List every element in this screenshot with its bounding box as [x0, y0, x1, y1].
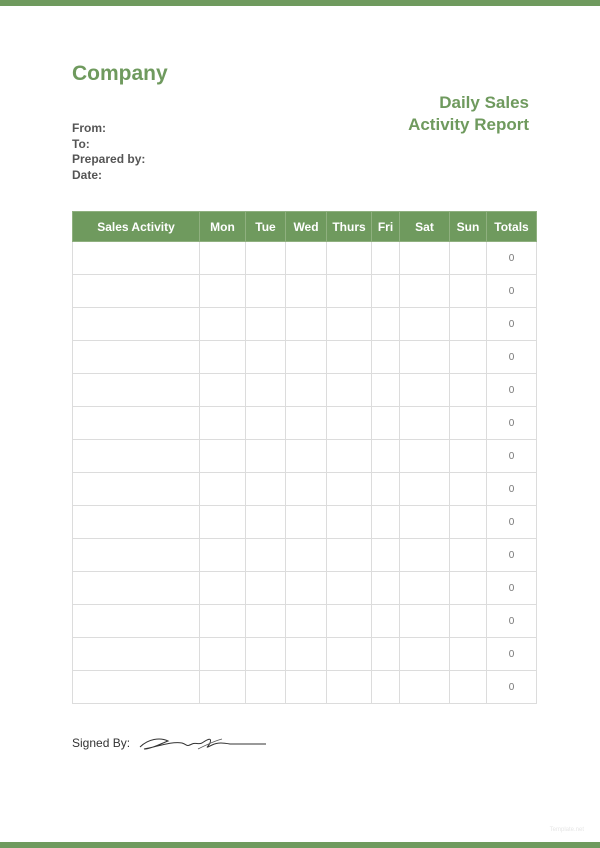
entry-cell[interactable] — [200, 539, 246, 572]
entry-cell[interactable] — [246, 275, 286, 308]
entry-cell[interactable] — [400, 341, 450, 374]
signed-by-label: Signed By: — [72, 736, 131, 750]
company-name: Company — [72, 62, 168, 85]
sales-activity-table — [72, 211, 537, 704]
entry-cell[interactable] — [200, 407, 246, 440]
entry-cell[interactable] — [327, 341, 372, 374]
entry-cell[interactable] — [246, 671, 286, 704]
entry-cell[interactable] — [450, 506, 487, 539]
entry-cell[interactable] — [73, 539, 200, 572]
entry-cell[interactable] — [450, 473, 487, 506]
entry-cell[interactable] — [286, 242, 327, 275]
entry-cell[interactable] — [200, 473, 246, 506]
entry-cell[interactable] — [286, 374, 327, 407]
entry-cell[interactable] — [327, 242, 372, 275]
table-row — [73, 275, 537, 308]
totals-cell: 0 — [487, 605, 537, 638]
col-header-thurs: Thurs — [327, 212, 372, 242]
entry-cell[interactable] — [372, 506, 400, 539]
report-title-line1: Daily Sales — [439, 93, 529, 112]
entry-cell[interactable] — [200, 638, 246, 671]
entry-cell[interactable] — [372, 308, 400, 341]
entry-cell[interactable] — [450, 671, 487, 704]
table-header-row — [73, 212, 537, 242]
totals-cell: 0 — [487, 671, 537, 704]
entry-cell[interactable] — [400, 572, 450, 605]
totals-cell: 0 — [487, 308, 537, 341]
entry-cell[interactable] — [327, 572, 372, 605]
entry-cell[interactable] — [246, 407, 286, 440]
entry-cell[interactable] — [400, 242, 450, 275]
entry-cell[interactable] — [246, 440, 286, 473]
from-label: From: — [72, 121, 106, 135]
totals-cell: 0 — [487, 539, 537, 572]
entry-cell[interactable] — [372, 341, 400, 374]
entry-cell[interactable] — [286, 638, 327, 671]
table-row — [73, 539, 537, 572]
entry-cell[interactable] — [73, 671, 200, 704]
entry-cell[interactable] — [286, 308, 327, 341]
entry-cell[interactable] — [200, 242, 246, 275]
entry-cell[interactable] — [246, 374, 286, 407]
table-row — [73, 572, 537, 605]
totals-cell: 0 — [487, 374, 537, 407]
table-row — [73, 341, 537, 374]
table-row — [73, 242, 537, 275]
entry-cell[interactable] — [450, 407, 487, 440]
col-header-sat: Sat — [400, 212, 450, 242]
entry-cell[interactable] — [450, 440, 487, 473]
col-header-wed: Wed — [286, 212, 327, 242]
entry-cell[interactable] — [200, 605, 246, 638]
entry-cell[interactable] — [73, 341, 200, 374]
entry-cell[interactable] — [286, 407, 327, 440]
table-row — [73, 440, 537, 473]
col-header-sales-activity: Sales Activity — [73, 212, 200, 242]
entry-cell[interactable] — [372, 638, 400, 671]
entry-cell[interactable] — [400, 407, 450, 440]
entry-cell[interactable] — [327, 671, 372, 704]
entry-cell[interactable] — [400, 440, 450, 473]
totals-cell: 0 — [487, 473, 537, 506]
entry-cell[interactable] — [450, 539, 487, 572]
entry-cell[interactable] — [73, 473, 200, 506]
entry-cell[interactable] — [400, 671, 450, 704]
report-title — [408, 92, 529, 136]
entry-cell[interactable] — [327, 506, 372, 539]
entry-cell[interactable] — [450, 242, 487, 275]
entry-cell[interactable] — [73, 572, 200, 605]
entry-cell[interactable] — [327, 473, 372, 506]
entry-cell[interactable] — [246, 638, 286, 671]
entry-cell[interactable] — [372, 275, 400, 308]
entry-cell[interactable] — [200, 572, 246, 605]
col-header-fri: Fri — [372, 212, 400, 242]
entry-cell[interactable] — [73, 275, 200, 308]
totals-cell: 0 — [487, 275, 537, 308]
table-row — [73, 473, 537, 506]
entry-cell[interactable] — [73, 242, 200, 275]
entry-cell[interactable] — [73, 407, 200, 440]
entry-cell[interactable] — [450, 572, 487, 605]
entry-cell[interactable] — [400, 605, 450, 638]
totals-cell: 0 — [487, 440, 537, 473]
entry-cell[interactable] — [286, 275, 327, 308]
entry-cell[interactable] — [372, 440, 400, 473]
entry-cell[interactable] — [200, 506, 246, 539]
entry-cell[interactable] — [246, 506, 286, 539]
entry-cell[interactable] — [200, 374, 246, 407]
table-row — [73, 638, 537, 671]
col-header-tue: Tue — [246, 212, 286, 242]
entry-cell[interactable] — [327, 440, 372, 473]
entry-cell[interactable] — [372, 539, 400, 572]
totals-cell: 0 — [487, 506, 537, 539]
entry-cell[interactable] — [372, 242, 400, 275]
entry-cell[interactable] — [200, 275, 246, 308]
col-header-mon: Mon — [200, 212, 246, 242]
report-meta — [72, 121, 145, 183]
entry-cell[interactable] — [450, 308, 487, 341]
watermark: Template.net — [549, 827, 584, 833]
table-row — [73, 407, 537, 440]
entry-cell[interactable] — [200, 440, 246, 473]
entry-cell[interactable] — [327, 308, 372, 341]
totals-cell: 0 — [487, 407, 537, 440]
entry-cell[interactable] — [286, 341, 327, 374]
entry-cell[interactable] — [327, 638, 372, 671]
entry-cell[interactable] — [327, 539, 372, 572]
entry-cell[interactable] — [200, 308, 246, 341]
entry-cell[interactable] — [372, 374, 400, 407]
entry-cell[interactable] — [327, 374, 372, 407]
entry-cell[interactable] — [327, 275, 372, 308]
entry-cell[interactable] — [372, 572, 400, 605]
table-row — [73, 308, 537, 341]
entry-cell[interactable] — [372, 671, 400, 704]
entry-cell[interactable] — [246, 539, 286, 572]
entry-cell[interactable] — [73, 605, 200, 638]
table-row — [73, 374, 537, 407]
entry-cell[interactable] — [327, 605, 372, 638]
entry-cell[interactable] — [450, 374, 487, 407]
entry-cell[interactable] — [246, 242, 286, 275]
entry-cell[interactable] — [400, 374, 450, 407]
col-header-sun: Sun — [450, 212, 487, 242]
table-row — [73, 671, 537, 704]
entry-cell[interactable] — [73, 638, 200, 671]
entry-cell[interactable] — [372, 605, 400, 638]
col-header-totals: Totals — [487, 212, 537, 242]
totals-cell: 0 — [487, 341, 537, 374]
entry-cell[interactable] — [450, 275, 487, 308]
table-row — [73, 605, 537, 638]
entry-cell[interactable] — [450, 605, 487, 638]
table-row — [73, 506, 537, 539]
entry-cell[interactable] — [73, 308, 200, 341]
entry-cell[interactable] — [73, 440, 200, 473]
entry-cell[interactable] — [450, 341, 487, 374]
signature-icon — [138, 733, 268, 755]
entry-cell[interactable] — [246, 572, 286, 605]
entry-cell[interactable] — [286, 671, 327, 704]
entry-cell[interactable] — [246, 473, 286, 506]
to-label: To: — [72, 136, 90, 151]
totals-cell: 0 — [487, 638, 537, 671]
entry-cell[interactable] — [372, 473, 400, 506]
entry-cell[interactable] — [286, 440, 327, 473]
entry-cell[interactable] — [400, 506, 450, 539]
top-accent-bar — [0, 0, 600, 6]
entry-cell[interactable] — [200, 671, 246, 704]
totals-cell: 0 — [487, 242, 537, 275]
entry-cell[interactable] — [400, 275, 450, 308]
entry-cell[interactable] — [286, 572, 327, 605]
entry-cell[interactable] — [400, 638, 450, 671]
report-title-line2: Activity Report — [408, 115, 529, 134]
prepared-by-label: Prepared by: — [72, 152, 146, 166]
bottom-accent-bar — [0, 842, 600, 848]
date-label: Date: — [72, 167, 103, 182]
entry-cell[interactable] — [400, 539, 450, 572]
entry-cell[interactable] — [286, 473, 327, 506]
entry-cell[interactable] — [246, 605, 286, 638]
entry-cell[interactable] — [400, 473, 450, 506]
entry-cell[interactable] — [73, 374, 200, 407]
entry-cell[interactable] — [246, 308, 286, 341]
entry-cell[interactable] — [73, 506, 200, 539]
entry-cell[interactable] — [286, 605, 327, 638]
totals-cell: 0 — [487, 572, 537, 605]
entry-cell[interactable] — [450, 638, 487, 671]
entry-cell[interactable] — [246, 341, 286, 374]
entry-cell[interactable] — [400, 308, 450, 341]
entry-cell[interactable] — [286, 506, 327, 539]
entry-cell[interactable] — [200, 341, 246, 374]
entry-cell[interactable] — [286, 539, 327, 572]
entry-cell[interactable] — [372, 407, 400, 440]
entry-cell[interactable] — [327, 407, 372, 440]
